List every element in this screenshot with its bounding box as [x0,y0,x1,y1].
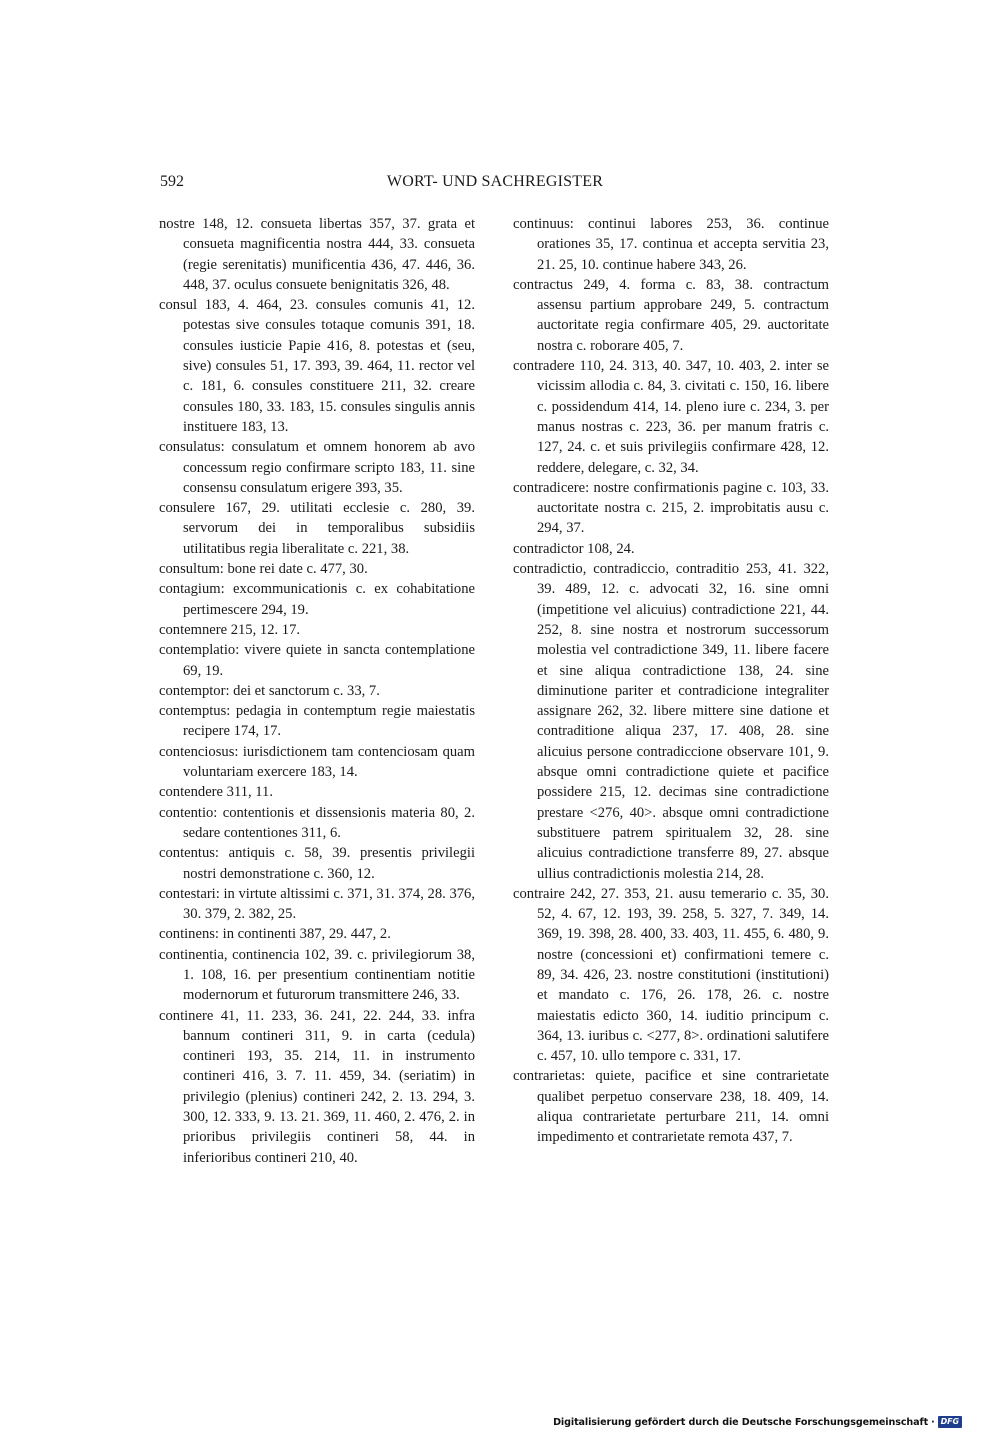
index-entry: nostre 148, 12. consueta libertas 357, 37. grata et consueta magnificentia nostra 444, 33. consueta (regie serenitatis) munificentia 436, 47. 446, 36. 448, 37. oculus consuete benignitatis 326, 48. [159,216,475,293]
index-entry: contagium: excommunicationis c. ex cohabitatione pertimescere 294, 19. [159,581,475,618]
index-entry: contemplatio: vivere quiete in sancta contemplatione 69, 19. [159,642,475,679]
right-column [513,214,829,1148]
index-entry: continuus: continui labores 253, 36. continue orationes 35, 17. continua et accepta servitia 23, 21. 25, 10. continue habere 343, 26. [513,216,829,273]
digitization-credit [553,1416,962,1428]
index-entry: continentia, continencia 102, 39. c. privilegiorum 38, 1. 108, 16. per presentium continentiam notitie modernorum et futurorum transmittere 246, 33. [159,946,475,1004]
index-entry: consulatus: consulatum et omnem honorem ab avo concessum regio confirmare scripto 183, 11. sine consensu consulatum erigere 393, 35. [159,439,475,496]
dfg-logo: DFG [938,1416,962,1428]
index-entry: consul 183, 4. 464, 23. consules comunis 41, 12. potestas sive consules totaque comunis 391, 18. consules iusticie Papie 416, 8. potestas et (seu, sive) consules 51, 17. 393, 39. 464, 11. rector vel c. 181, 6. consules constituere 211, 32. creare consules 180, 33. 183, 15. consules singulis annis instituere 183, 13. [159,297,475,435]
index-entry: contenciosus: iurisdictionem tam contenciosam quam voluntariam exercere 183, 14. [159,743,475,781]
index-entry: contradere 110, 24. 313, 40. 347, 10. 403, 2. inter se vicissim allodia c. 84, 3. civitati c. 150, 16. libere c. possidendum 414, 14. pleno iure c. 234, 3. per manus nostras c. 223, 36. per manum fratris c. 127, 24. c. et suis privilegiis confirmare 428, 12. reddere, delegare, c. 32, 34. [513,358,829,476]
credit-separator: · [931,1416,935,1428]
page-number: 592 [160,173,184,190]
page-header [160,173,830,195]
index-entry: consultum: bone rei date c. 477, 30. [159,561,368,578]
index-entry: contemptus: pedagia in contemptum regie maiestatis recipere 174, 17. [159,703,475,740]
index-entry: contradicere: nostre confirmationis pagine c. 103, 33. auctoritate nostra c. 215, 2. improbitatis ausu c. 294, 37. [513,479,829,537]
index-entry: contrarietas: quiete, pacifice et sine contrarietate qualibet perpetuo conservare 238, 18. 409, 14. aliqua contrarietate perturbare 211, 14. omni impedimento et contrarietate remota 437, 7. [513,1068,829,1146]
credit-text: Digitalisierung gefördert durch die Deutsche Forschungsgemeinschaft [553,1416,929,1428]
index-entry: contraire 242, 27. 353, 21. ausu temerario c. 35, 30. 52, 4. 67, 12. 193, 39. 258, 5. 327, 7. 349, 14. 369, 19. 398, 28. 400, 33. 403, 11. 455, 6. 480, 9. nostre (concessioni et) confirmationi temere c. 89, 34. 426, 23. nostre constitutioni (institutioni) et mandato c. 176, 26. 178, 26. c. nostre maiestatis edicto 360, 14. iuditio principum c. 364, 13. iuribus c. <277, 8>. ordinationi salutifere c. 457, 10. ullo tempore c. 331, 17. [513,885,829,1065]
index-entry: contradictio, contradiccio, contraditio 253, 41. 322, 39. 489, 12. c. advocati 32, 16. sine omni (impetitione vel alicuius) contradictione 221, 44. 252, 8. sine nostra et nostrorum successorum molestia vel contradictione 349, 11. libere facere et sine aliqua contradictione 138, 24. sine diminutione pariter et contradicione integraliter assignare 262, 32. libere mittere sine datione et contraditione aliqua 237, 17. 408, 28. sine alicuius persone contradiccione observare 101, 9. absque omni contradictione quiete et pacifice possidere 215, 12. decimas sine contradictione prestare <276, 40>. absque omni contradictione substituere patrem spiritualem 32, 28. sine alicuius contradictione transferre 89, 27. absque ullius contradictionis molestia 214, 28. [513,561,829,882]
index-entry: continens: in continenti 387, 29. 447, 2. [159,926,391,943]
index-entry: contemptor: dei et sanctorum c. 33, 7. [159,682,380,699]
index-entry: consulere 167, 29. utilitati ecclesie c. 280, 39. servorum dei in temporalibus subsidiis utilitatibus regia liberalitate c. 221, 38. [159,500,475,557]
index-entry: contestari: in virtute altissimi c. 371, 31. 374, 28. 376, 30. 379, 2. 382, 25. [159,885,475,923]
index-entry: contentus: antiquis c. 58, 39. presentis privilegii nostri demonstratione c. 360, 12. [159,845,475,882]
running-title: WORT- UND SACHREGISTER [386,173,604,190]
index-entry: contractus 249, 4. forma c. 83, 38. contractum assensu partium approbare 249, 5. contractum auctoritate regia confirmare 405, 29. auctoritate nostra c. roborare 405, 7. [513,276,829,354]
index-entry: contentio: contentionis et dissensionis materia 80, 2. sedare contentiones 311, 6. [159,804,475,841]
left-column [159,214,475,1168]
index-entry: contemnere 215, 12. 17. [159,621,301,638]
index-entry: contradictor 108, 24. [513,540,635,557]
index-entry: continere 41, 11. 233, 36. 241, 22. 244, 33. infra bannum contineri 311, 9. in carta (cedula) contineri 193, 35. 214, 11. in instrumento contineri 416, 3. 7. 11. 459, 34. (seriatim) in privilegio (plenius) contineri 242, 2. 13. 294, 3. 300, 12. 333, 9. 13. 21. 369, 11. 460, 2. 476, 2. in prioribus privilegiis contineri 58, 44. in inferioribus contineri 210, 40. [159,1007,475,1166]
index-entry: contendere 311, 11. [159,784,274,801]
